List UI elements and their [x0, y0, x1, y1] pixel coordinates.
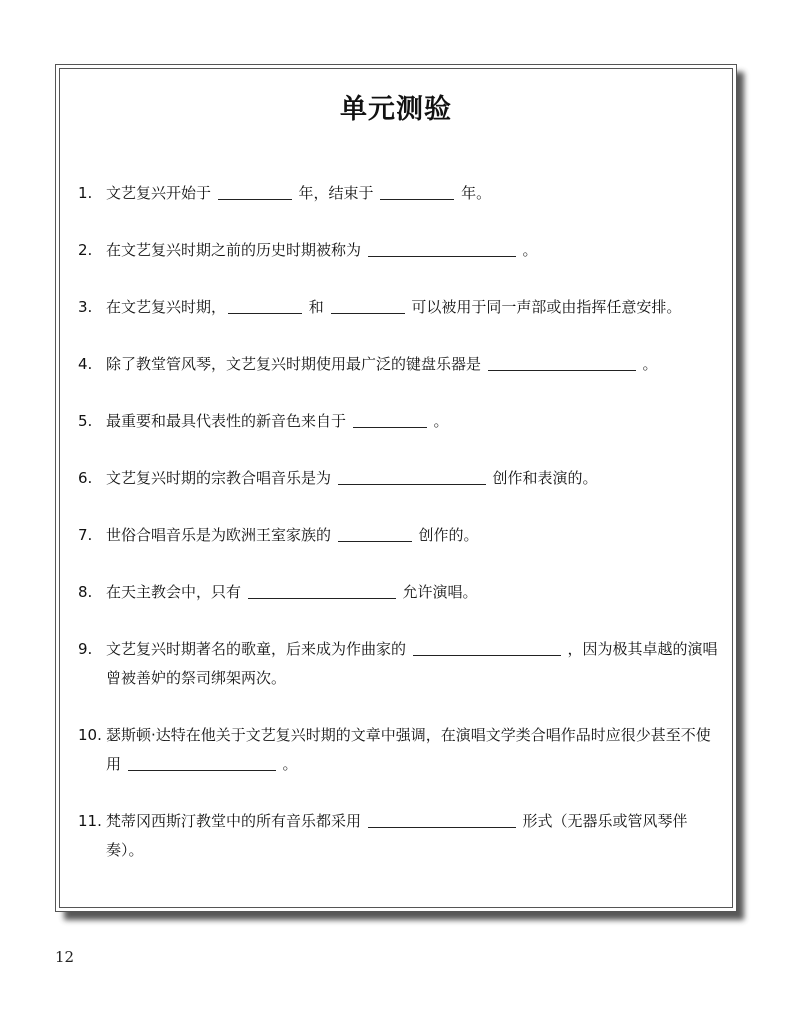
question-4: [78, 350, 718, 379]
question-number: 2.: [78, 241, 93, 259]
question-list: [78, 179, 718, 865]
question-text: ，因为极其卓越的演唱曾被善妒的祭司绑架两次。: [106, 640, 718, 687]
question-8: [78, 578, 718, 607]
question-number: 10.: [78, 726, 102, 744]
answer-blank[interactable]: [331, 297, 405, 314]
question-text: 可以被用于同一声部或由指挥任意安排。: [406, 298, 682, 316]
question-6: [78, 464, 718, 493]
question-text: 形式（无器乐或管风琴伴奏）。: [106, 812, 688, 859]
answer-blank[interactable]: [353, 411, 427, 428]
question-number: 4.: [78, 355, 93, 373]
question-number: 1.: [78, 184, 93, 202]
question-11: [78, 807, 718, 865]
question-text: 文艺复兴时期著名的歌童，后来成为作曲家的: [106, 640, 411, 658]
question-text: 。: [637, 355, 658, 373]
answer-blank[interactable]: [413, 639, 561, 656]
question-text: 。: [428, 412, 449, 430]
question-text: 瑟斯顿·达特在他关于文艺复兴时期的文章中强调，在演唱文学类合唱作品时应很少甚至不使用: [106, 726, 711, 773]
question-text: 。: [277, 755, 298, 773]
answer-blank[interactable]: [128, 754, 276, 771]
question-text: 和: [304, 298, 329, 316]
question-3: [78, 293, 718, 322]
quiz-frame: [55, 64, 737, 912]
question-text: 年。: [456, 184, 492, 202]
quiz-frame-inner: [59, 68, 733, 908]
answer-blank[interactable]: [488, 354, 636, 371]
question-7: [78, 521, 718, 550]
question-10: [78, 721, 718, 779]
question-text: 除了教堂管风琴，文艺复兴时期使用最广泛的键盘乐器是: [106, 355, 486, 373]
question-9: [78, 635, 718, 693]
question-number: 3.: [78, 298, 93, 316]
answer-blank[interactable]: [338, 525, 412, 542]
answer-blank[interactable]: [338, 468, 486, 485]
question-text: 创作的。: [413, 526, 479, 544]
question-text: 。: [517, 241, 538, 259]
answer-blank[interactable]: [218, 183, 292, 200]
question-text: 梵蒂冈西斯汀教堂中的所有音乐都采用: [106, 812, 366, 830]
question-text: 文艺复兴时期的宗教合唱音乐是为: [106, 469, 336, 487]
page-title: 单元测验: [340, 94, 452, 125]
question-text: 允许演唱。: [397, 583, 478, 601]
question-5: [78, 407, 718, 436]
question-text: 文艺复兴开始于: [106, 184, 216, 202]
page-number: 12: [55, 948, 75, 966]
question-number: 7.: [78, 526, 93, 544]
answer-blank[interactable]: [380, 183, 454, 200]
question-text: 创作和表演的。: [487, 469, 598, 487]
question-number: 9.: [78, 640, 93, 658]
question-text: 世俗合唱音乐是为欧洲王室家族的: [106, 526, 336, 544]
question-text: 最重要和最具代表性的新音色来自于: [106, 412, 351, 430]
answer-blank[interactable]: [368, 240, 516, 257]
question-number: 5.: [78, 412, 93, 430]
answer-blank[interactable]: [228, 297, 302, 314]
question-text: 在文艺复兴时期之前的历史时期被称为: [106, 241, 366, 259]
question-number: 8.: [78, 583, 93, 601]
question-1: [78, 179, 718, 208]
answer-blank[interactable]: [368, 811, 516, 828]
answer-blank[interactable]: [248, 582, 396, 599]
question-text: 在天主教会中，只有: [106, 583, 246, 601]
question-number: 6.: [78, 469, 93, 487]
question-number: 11.: [78, 812, 102, 830]
question-text: 年，结束于: [293, 184, 379, 202]
question-text: 在文艺复兴时期，: [106, 298, 227, 316]
question-2: [78, 236, 718, 265]
